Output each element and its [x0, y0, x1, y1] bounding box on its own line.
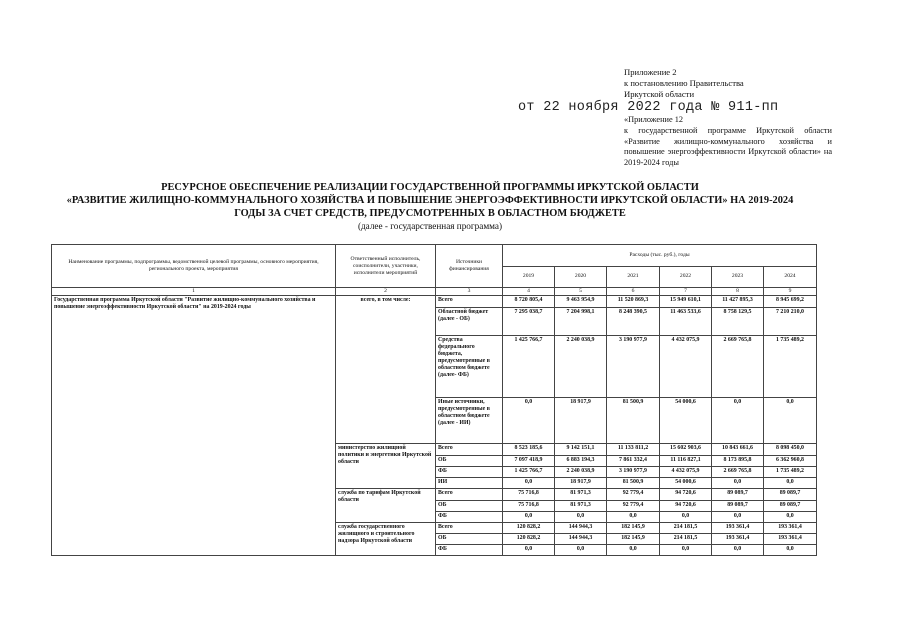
value-cell: 1 735 489,2: [764, 336, 817, 398]
executor-cell: министерство жилищной политики и энергетики Иркутской области: [336, 444, 436, 489]
decree-date-stamp: от 22 ноября 2022 года № 911-пп: [518, 100, 779, 115]
header-expenses: Расходы (тыс. руб.), годы: [503, 245, 817, 267]
value-cell: 2 240 038,9: [555, 467, 607, 478]
value-cell: 0,0: [607, 545, 660, 556]
source-cell: ФБ: [436, 512, 503, 523]
value-cell: 4 432 075,9: [660, 467, 712, 478]
value-cell: 15 602 903,6: [660, 444, 712, 456]
value-cell: 4 432 075,9: [660, 336, 712, 398]
value-cell: 11 463 533,6: [660, 308, 712, 336]
value-cell: 7 295 038,7: [503, 308, 555, 336]
value-cell: 0,0: [555, 512, 607, 523]
value-cell: 7 204 998,1: [555, 308, 607, 336]
value-cell: 7 097 418,9: [503, 456, 555, 467]
column-number-row: [52, 288, 817, 296]
value-cell: 8 098 450,0: [764, 444, 817, 456]
header-source: Источники финансирования: [436, 245, 503, 288]
source-cell: Всего: [436, 523, 503, 534]
value-cell: 144 944,3: [555, 534, 607, 545]
value-cell: 0,0: [764, 478, 817, 489]
value-cell: 214 181,5: [660, 523, 712, 534]
value-cell: 0,0: [764, 512, 817, 523]
source-cell: Всего: [436, 296, 503, 308]
value-cell: 8 248 390,5: [607, 308, 660, 336]
value-cell: 10 843 661,6: [712, 444, 764, 456]
value-cell: 8 945 699,2: [764, 296, 817, 308]
column-number: 5: [555, 288, 607, 296]
table-row: [52, 296, 817, 308]
value-cell: 11 116 827,1: [660, 456, 712, 467]
value-cell: 0,0: [503, 512, 555, 523]
doc-title-line-3: ГОДЫ ЗА СЧЕТ СРЕДСТВ, ПРЕДУСМОТРЕННЫХ В ОБЛАСТНОМ БЮДЖЕТЕ: [234, 208, 626, 219]
value-cell: 89 089,7: [712, 501, 764, 512]
value-cell: 1 425 766,7: [503, 467, 555, 478]
source-cell: Областной бюджет (далее - ОБ): [436, 308, 503, 336]
value-cell: 193 361,4: [712, 523, 764, 534]
value-cell: 81 971,3: [555, 501, 607, 512]
value-cell: 7 861 332,4: [607, 456, 660, 467]
source-cell: ФБ: [436, 467, 503, 478]
header-year: 2024: [764, 266, 817, 288]
value-cell: 0,0: [712, 398, 764, 444]
value-cell: 6 362 960,8: [764, 456, 817, 467]
program-name-cell: Государственная программа Иркутской области "Развитие жилищно-коммунального хозяйства и повышение энергоэффективности Иркутской области" на 2019-2024 годы: [52, 296, 336, 556]
value-cell: 0,0: [503, 545, 555, 556]
appendix-line-1: Приложение 2: [624, 67, 677, 77]
value-cell: 92 779,4: [607, 489, 660, 501]
resource-table: [51, 244, 817, 556]
column-number: 8: [712, 288, 764, 296]
value-cell: 11 133 811,2: [607, 444, 660, 456]
value-cell: 182 145,9: [607, 534, 660, 545]
header-year: 2023: [712, 266, 764, 288]
header-year: 2021: [607, 266, 660, 288]
header-year: 2020: [555, 266, 607, 288]
value-cell: 2 669 765,8: [712, 467, 764, 478]
header-year: 2019: [503, 266, 555, 288]
value-cell: 54 000,6: [660, 478, 712, 489]
value-cell: 0,0: [712, 545, 764, 556]
value-cell: 0,0: [764, 545, 817, 556]
value-cell: 214 181,5: [660, 534, 712, 545]
value-cell: 0,0: [660, 512, 712, 523]
source-cell: ИИ: [436, 478, 503, 489]
appendix-12-text: к государственной программе Иркутской области «Развитие жилищно-коммунального хозяйства и повышение энергоэффективности Иркутской области» на 2019-2024 годы: [624, 126, 832, 167]
value-cell: 120 828,2: [503, 534, 555, 545]
value-cell: 0,0: [712, 512, 764, 523]
value-cell: 8 173 895,8: [712, 456, 764, 467]
value-cell: 120 828,2: [503, 523, 555, 534]
header-program: Наименование программы, подпрограммы, ведомственной целевой программы, основного мероприятия, регионального проекта, мероприятия: [52, 245, 336, 288]
value-cell: 81 971,3: [555, 489, 607, 501]
value-cell: 89 089,7: [764, 489, 817, 501]
value-cell: 9 142 151,1: [555, 444, 607, 456]
value-cell: 94 720,6: [660, 489, 712, 501]
executor-cell: служба государственного жилищного и строительного надзора Иркутской области: [336, 523, 436, 556]
source-cell: ОБ: [436, 534, 503, 545]
column-number: 9: [764, 288, 817, 296]
source-cell: ОБ: [436, 501, 503, 512]
value-cell: 81 500,9: [607, 478, 660, 489]
value-cell: 0,0: [764, 398, 817, 444]
column-number: 3: [436, 288, 503, 296]
value-cell: 11 427 895,3: [712, 296, 764, 308]
column-number: 1: [52, 288, 336, 296]
appendix-line-3: Иркутской области: [624, 89, 695, 99]
appendix-12-label: «Приложение 12: [624, 115, 684, 124]
column-number: 7: [660, 288, 712, 296]
doc-subtitle: (далее - государственная программа): [357, 221, 503, 231]
value-cell: 193 361,4: [712, 534, 764, 545]
value-cell: 89 089,7: [712, 489, 764, 501]
value-cell: 0,0: [712, 478, 764, 489]
value-cell: 18 917,9: [555, 478, 607, 489]
source-cell: ФБ: [436, 545, 503, 556]
value-cell: 3 190 977,9: [607, 467, 660, 478]
value-cell: 0,0: [607, 512, 660, 523]
source-cell: Средства федерального бюджета, предусмотренные в областном бюджете (далее- ФБ): [436, 336, 503, 398]
value-cell: 0,0: [503, 398, 555, 444]
value-cell: 54 000,6: [660, 398, 712, 444]
value-cell: 11 520 869,3: [607, 296, 660, 308]
value-cell: 8 720 805,4: [503, 296, 555, 308]
source-cell: Иные источники, предусмотренные в областном бюджете (далее - ИИ): [436, 398, 503, 444]
value-cell: 6 883 194,3: [555, 456, 607, 467]
value-cell: 8 523 185,6: [503, 444, 555, 456]
appendix-line-2: к постановлению Правительства: [624, 78, 744, 88]
value-cell: 89 089,7: [764, 501, 817, 512]
value-cell: 8 758 129,5: [712, 308, 764, 336]
value-cell: 81 500,9: [607, 398, 660, 444]
value-cell: 75 716,8: [503, 501, 555, 512]
doc-title-line-2: «РАЗВИТИЕ ЖИЛИЩНО-КОММУНАЛЬНОГО ХОЗЯЙСТВА И ПОВЫШЕНИЕ ЭНЕРГОЭФФЕКТИВНОСТИ ИРКУТСКОЙ ОБЛАСТИ» НА 2019-2024: [66, 195, 794, 206]
column-number: 4: [503, 288, 555, 296]
value-cell: 7 210 210,0: [764, 308, 817, 336]
value-cell: 18 917,9: [555, 398, 607, 444]
value-cell: 1 735 489,2: [764, 467, 817, 478]
value-cell: 182 145,9: [607, 523, 660, 534]
value-cell: 75 716,8: [503, 489, 555, 501]
value-cell: 193 361,4: [764, 523, 817, 534]
value-cell: 2 669 765,8: [712, 336, 764, 398]
value-cell: 1 425 766,7: [503, 336, 555, 398]
source-cell: Всего: [436, 489, 503, 501]
value-cell: 0,0: [660, 545, 712, 556]
value-cell: 15 949 610,1: [660, 296, 712, 308]
source-cell: Всего: [436, 444, 503, 456]
value-cell: 193 361,4: [764, 534, 817, 545]
column-number: 2: [336, 288, 436, 296]
executor-cell: всего, в том числе:: [336, 296, 436, 444]
value-cell: 94 720,6: [660, 501, 712, 512]
header-executor: Ответственный исполнитель, соисполнители, участники, исполнители мероприятий: [336, 245, 436, 288]
value-cell: 2 240 038,9: [555, 336, 607, 398]
doc-title-line-1: РЕСУРСНОЕ ОБЕСПЕЧЕНИЕ РЕАЛИЗАЦИИ ГОСУДАРСТВЕННОЙ ПРОГРАММЫ ИРКУТСКОЙ ОБЛАСТИ: [161, 182, 699, 193]
source-cell: ОБ: [436, 456, 503, 467]
executor-cell: служба по тарифам Иркутской области: [336, 489, 436, 523]
value-cell: 9 463 954,9: [555, 296, 607, 308]
value-cell: 3 190 977,9: [607, 336, 660, 398]
column-number: 6: [607, 288, 660, 296]
value-cell: 144 944,3: [555, 523, 607, 534]
value-cell: 92 779,4: [607, 501, 660, 512]
value-cell: 0,0: [555, 545, 607, 556]
value-cell: 0,0: [503, 478, 555, 489]
header-year: 2022: [660, 266, 712, 288]
